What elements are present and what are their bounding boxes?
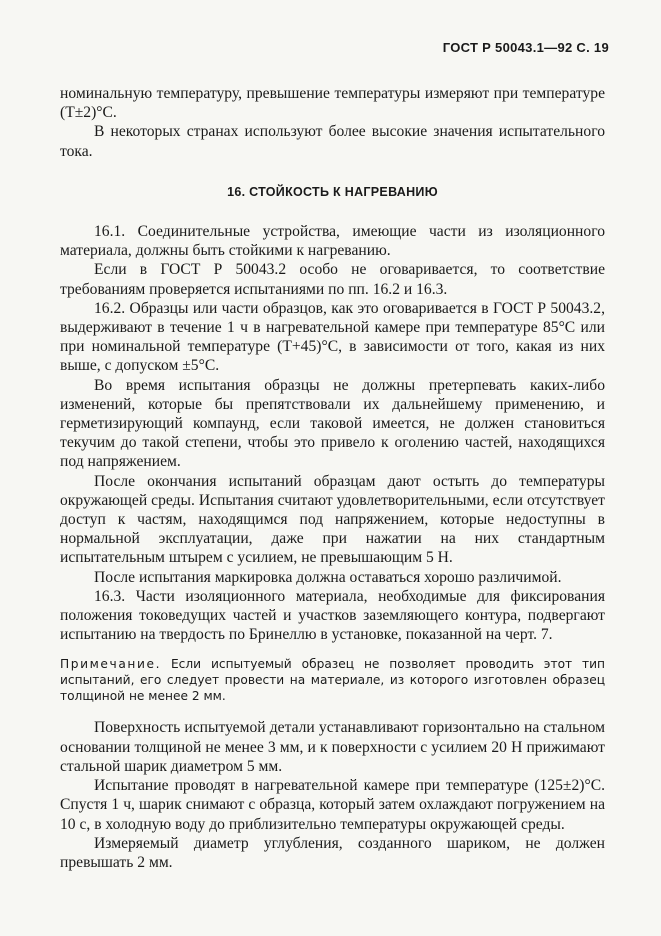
note-text: Если испытуемый образец не позволяет проводить этот тип испытаний, его следует провести на материале, из которого изготовлен образец толщиной не менее 2 мм. <box>60 657 606 704</box>
paragraph: Если в ГОСТ Р 50043.2 особо не оговаривается, то соответствие требованиям проверяется испытаниями по пп. 16.2 и 16.3. <box>60 261 605 298</box>
paragraph: Измеряемый диаметр углубления, созданного шариком, не должен превышать 2 мм. <box>60 834 605 871</box>
paragraph-16-2: 16.2. Образцы или части образцов, как это оговаривается в ГОСТ Р 50043.2, выдерживают в течение 1 ч в нагревательной камере при температуре 85°С или при номинальной температуре (Т+45)°С, в зависимости от того, какая из них выше, с допуском ±5°С. <box>60 299 605 375</box>
note-label: Примечание. <box>60 657 162 672</box>
paragraph: После окончания испытаний образцам дают остыть до температуры окружающей среды. Испытания считают удовлетворительными, если отсутствует доступ к частям, находящимся под напряжением, которые недоступны в нормальной эксплуатации, даже при нажатии на них стандартным испытательным штырем с усилием, не превышающим 5 Н. <box>60 472 605 567</box>
paragraph-16-1: 16.1. Соединительные устройства, имеющие части из изоляционного материала, должны быть стойкими к нагреванию. <box>60 223 605 260</box>
paragraph: Испытание проводят в нагревательной камере при температуре (125±2)°С. Спустя 1 ч, шарик снимают с образца, который затем охлаждают погружением на 10 с, в холодную воду до приблизительно температуры окружающей среды. <box>60 777 605 833</box>
section-heading: 16. СТОЙКОСТЬ К НАГРЕВАНИЮ <box>227 184 438 199</box>
paragraph: В некоторых странах используют более высокие значения испытательного тока. <box>60 123 605 160</box>
paragraph-continued: номинальную температуру, превышение температуры измеряют при температуре (Т±2)°С. <box>60 85 605 122</box>
paragraph-16-3: 16.3. Части изоляционного материала, необходимые для фиксирования положения токоведущих частей и участков заземляющего контура, подвергают испытанию на твердость по Бринеллю в установке, показанной на черт. 7. <box>60 587 605 644</box>
paragraph: Поверхность испытуемой детали устанавливают горизонтально на стальном основании толщиной не менее 3 мм, и к поверхности с усилием 20 Н прижимают стальной шарик диаметром 5 мм. <box>60 719 605 775</box>
paragraph: После испытания маркировка должна оставаться хорошо различимой. <box>94 568 562 586</box>
document-body <box>60 84 605 872</box>
page-header: ГОСТ Р 50043.1—92 С. 19 <box>442 40 609 55</box>
paragraph: Во время испытания образцы не должны претерпевать каких-либо изменений, которые бы препятствовали их дальнейшему применению, и герметизирующий компаунд, если таковой имеется, не должен становиться текучим до такой степени, чтобы это привело к оголению частей, находящихся под напряжением. <box>60 376 605 471</box>
note-block <box>60 656 605 704</box>
